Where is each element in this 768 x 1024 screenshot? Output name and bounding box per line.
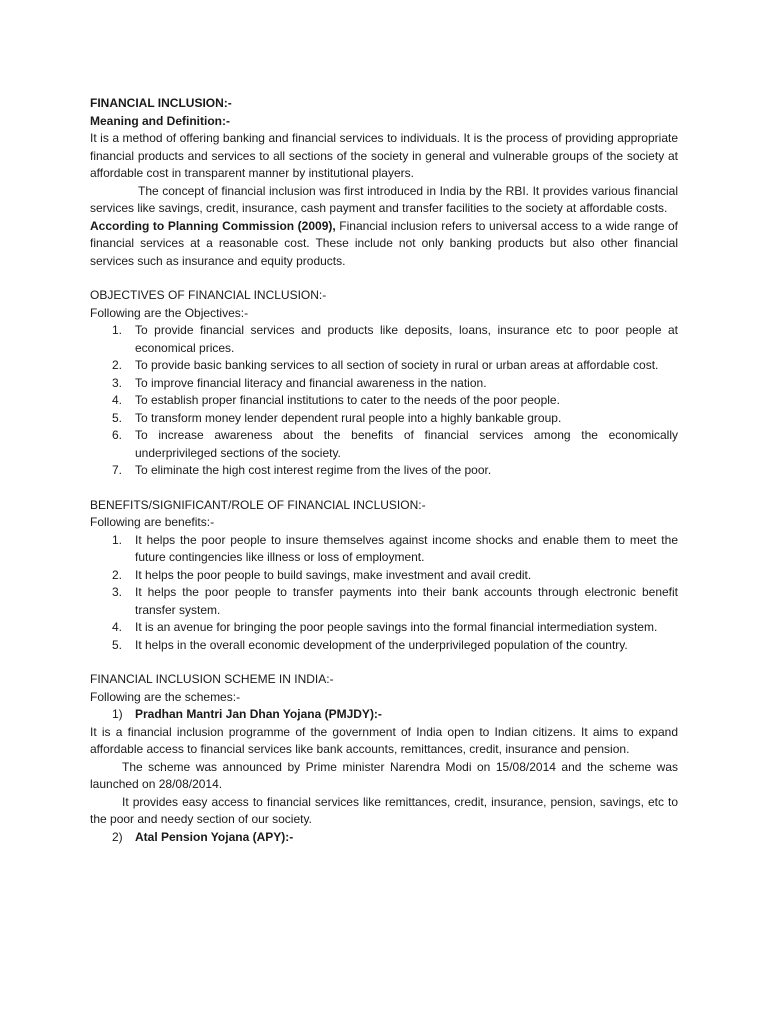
list-item: 7. To eliminate the high cost interest regime from the lives of the poor. (112, 463, 492, 477)
benefits-list (90, 532, 678, 655)
scheme-1-paragraph-1: It is a financial inclusion programme of the government of India open to Indian citizens. It aims to expand affordable access to financial services like bank accounts, remittances, credit, insurance and pension. (90, 724, 678, 756)
scheme-1-paragraph-3: It provides easy access to financial services like remittances, credit, insurance, pension, savings, etc to the poor and needy section of our society. (90, 794, 678, 826)
document-page (90, 95, 678, 846)
scheme-2-title-row: 2) Atal Pension Yojana (APY):- (112, 829, 294, 844)
heading-objectives: OBJECTIVES OF FINANCIAL INCLUSION:- (90, 288, 327, 302)
list-item: 4. It is an avenue for bringing the poor people savings into the formal financial intermediation system. (112, 620, 658, 634)
objectives-intro: Following are the Objectives:- (90, 305, 249, 320)
list-item: 2. To provide basic banking services to all section of society in rural or urban areas at affordable cost. (112, 358, 659, 372)
list-item: 6. To increase awareness about the benefits of financial services among the economically underprivileged sections of the society. (112, 428, 678, 460)
list-item: 5. It helps in the overall economic development of the underprivileged population of the country. (112, 637, 628, 652)
heading-schemes: FINANCIAL INCLUSION SCHEME IN INDIA:- (90, 672, 334, 686)
list-item: 1. It helps the poor people to insure themselves against income shocks and enable them to meet the future contingencies like illness or loss of employment. (112, 532, 678, 564)
scheme-1-paragraph-2: The scheme was announced by Prime minister Narendra Modi on 15/08/2014 and the scheme was launched on 28/08/2014. (90, 759, 678, 791)
list-item: 3. It helps the poor people to transfer payments into their bank accounts through electronic benefit transfer system. (112, 585, 678, 617)
scheme-1-title-row: 1) Pradhan Mantri Jan Dhan Yojana (PMJDY):- (112, 707, 382, 721)
heading-benefits: BENEFITS/SIGNIFICANT/ROLE OF FINANCIAL INCLUSION:- (90, 497, 426, 512)
heading-financial-inclusion: FINANCIAL INCLUSION:- (90, 96, 232, 110)
subheading-meaning: Meaning and Definition:- (90, 113, 230, 128)
paragraph-rbi: The concept of financial inclusion was first introduced in India by the RBI. It provides various financial services like savings, credit, insurance, cash payment and transfer facilities to the society at affordable costs. (90, 183, 678, 215)
paragraph-planning-commission (90, 218, 678, 271)
list-item: 1. To provide financial services and products like deposits, loans, insurance etc to poor people at economical prices. (112, 323, 678, 355)
paragraph-definition: It is a method of offering banking and financial services to individuals. It is the process of providing appropriate financial products and services to all sections of the society in general and vulnerable groups of the society at affordable cost in transparent manner by institutional players. (90, 131, 678, 180)
benefits-intro: Following are benefits:- (90, 515, 215, 529)
scheme-2-title: Atal Pension Yojana (APY):- (135, 829, 294, 844)
list-item: 5. To transform money lender dependent rural people into a highly bankable group. (112, 410, 562, 425)
planning-commission-text: Financial inclusion refers to universal access to a wide range of financial services at a reasonable cost. These include not only banking products but also other financial services such as insurance and equity products. (90, 218, 678, 268)
list-item: 3. To improve financial literacy and financial awareness in the nation. (112, 375, 487, 390)
planning-commission-lead: According to Planning Commission (2009), (90, 218, 336, 233)
objectives-list (90, 322, 678, 480)
list-item: 2. It helps the poor people to build savings, make investment and avail credit. (112, 567, 532, 582)
schemes-intro: Following are the schemes:- (90, 689, 241, 704)
scheme-1-title: Pradhan Mantri Jan Dhan Yojana (PMJDY):- (135, 707, 382, 721)
list-item: 4. To establish proper financial institutions to cater to the needs of the poor people. (112, 393, 560, 407)
